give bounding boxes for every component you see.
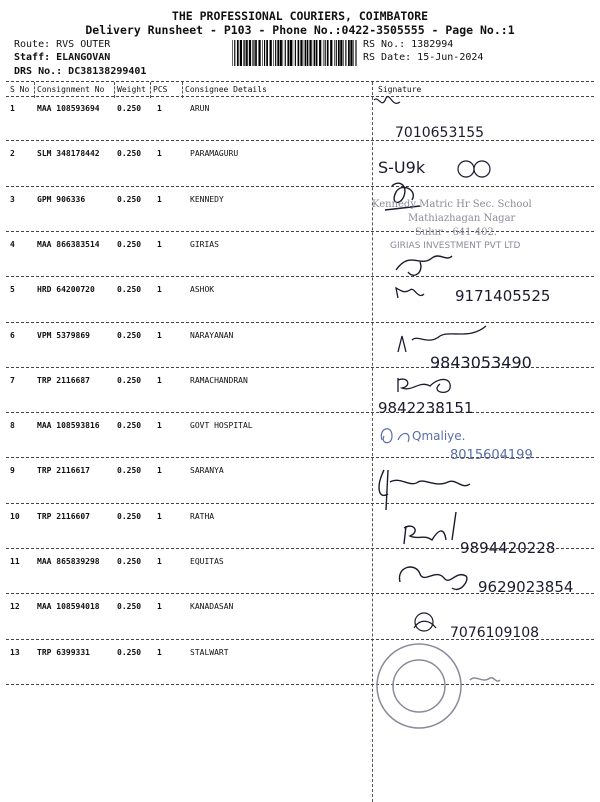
row-pcs: 1 — [157, 195, 162, 204]
row-separator — [6, 548, 594, 549]
signature-phone-1: 7010653155 — [395, 125, 485, 141]
row-consignee: ARUN — [190, 104, 210, 113]
row-sno: 9 — [10, 466, 15, 475]
row-consignment-no: TRP 2116687 — [37, 376, 90, 385]
rs-number: RS No.: 1382994 — [363, 39, 454, 50]
row-sno: 6 — [10, 331, 15, 340]
row-weight: 0.250 — [117, 376, 142, 385]
row-weight: 0.250 — [117, 602, 142, 611]
svg-text:Sulur - 641 402.: Sulur - 641 402. — [415, 227, 497, 238]
row-weight: 0.250 — [117, 285, 142, 294]
svg-text:9629023854: 9629023854 — [478, 578, 574, 596]
column-separator — [182, 82, 183, 98]
row-consignment-no: MAA 108593694 — [37, 104, 100, 113]
svg-text:9171405525: 9171405525 — [455, 287, 551, 305]
row-weight: 0.250 — [117, 421, 142, 430]
row-pcs: 1 — [157, 512, 162, 521]
row-pcs: 1 — [157, 602, 162, 611]
row-pcs: 1 — [157, 149, 162, 158]
drs-number: DRS No.: DC38138299401 — [14, 66, 147, 77]
row-sno: 5 — [10, 285, 15, 294]
row-pcs: 1 — [157, 421, 162, 430]
signature-row-5 — [396, 287, 550, 305]
row-separator — [6, 186, 594, 187]
row-weight: 0.250 — [117, 104, 142, 113]
row-consignee: EQUITAS — [190, 557, 224, 566]
column-header: S No — [10, 85, 30, 94]
row-pcs: 1 — [157, 285, 162, 294]
row-pcs: 1 — [157, 240, 162, 249]
table-top-rule — [6, 81, 594, 82]
row-consignment-no: MAA 865839298 — [37, 557, 100, 566]
row-pcs: 1 — [157, 557, 162, 566]
company-title: THE PROFESSIONAL COURIERS, COIMBATORE — [171, 9, 429, 23]
table-header-rule — [6, 96, 594, 97]
signature-name-8: Qmaliye. — [412, 429, 466, 443]
row-consignee: PARAMAGURU — [190, 149, 239, 158]
row-consignee: RAMACHANDRAN — [190, 376, 248, 385]
column-separator — [150, 82, 151, 98]
svg-text:7076109108: 7076109108 — [450, 625, 540, 641]
row-weight: 0.250 — [117, 240, 142, 249]
row-weight: 0.250 — [117, 466, 142, 475]
row-weight: 0.250 — [117, 557, 142, 566]
row-consignee: STALWART — [190, 648, 229, 657]
row-consignee: ASHOK — [190, 285, 215, 294]
row-pcs: 1 — [157, 648, 162, 657]
row-sno: 3 — [10, 195, 15, 204]
row-separator — [6, 593, 594, 594]
row-separator — [6, 412, 594, 413]
column-separator — [372, 82, 373, 802]
svg-text:9843053490: 9843053490 — [430, 353, 532, 372]
row-separator — [6, 639, 594, 640]
row-separator — [6, 140, 594, 141]
signature-row-1 — [374, 97, 484, 141]
row-consignee: NARAYANAN — [190, 331, 234, 340]
row-pcs: 1 — [157, 466, 162, 475]
row-separator — [6, 684, 594, 685]
row-separator — [6, 503, 594, 504]
rs-date: RS Date: 15-Jun-2024 — [363, 52, 484, 63]
row-weight: 0.250 — [117, 648, 142, 657]
signature-row-9 — [379, 470, 470, 510]
svg-text:Kennedy Matric Hr Sec. School: Kennedy Matric Hr Sec. School — [372, 199, 532, 210]
svg-text:GIRIAS INVESTMENT PVT LTD: GIRIAS INVESTMENT PVT LTD — [390, 241, 521, 251]
row-sno: 10 — [10, 512, 20, 521]
row-consignee: GIRIAS — [190, 240, 219, 249]
row-consignment-no: TRP 2116607 — [37, 512, 90, 521]
route-label: Route: RVS OUTER — [14, 39, 111, 50]
row-separator — [6, 231, 594, 232]
column-header: Weight — [117, 85, 146, 94]
row-consignee: RATHA — [190, 512, 215, 521]
row-pcs: 1 — [157, 331, 162, 340]
row-consignee: GOVT HOSPITAL — [190, 421, 253, 430]
svg-text:8015604199: 8015604199 — [450, 448, 533, 463]
row-sno: 12 — [10, 602, 20, 611]
row-consignment-no: TRP 6399331 — [37, 648, 90, 657]
row-sno: 4 — [10, 240, 15, 249]
signature-row-3 — [385, 183, 420, 210]
signature-row-10 — [404, 512, 555, 557]
column-separator — [34, 82, 35, 98]
row-sno: 2 — [10, 149, 15, 158]
row-consignee: KENNEDY — [190, 195, 224, 204]
row-sno: 1 — [10, 104, 15, 113]
row-weight: 0.250 — [117, 331, 142, 340]
svg-text:S-U9k: S-U9k — [378, 158, 426, 177]
row-consignment-no: SLM 348178442 — [37, 149, 100, 158]
row-consignment-no: TRP 2116617 — [37, 466, 90, 475]
row-consignment-no: MAA 108593816 — [37, 421, 100, 430]
row-consignment-no: VPM 5379869 — [37, 331, 90, 340]
stalwart-round-stamp — [377, 644, 500, 728]
signature-row-12 — [414, 613, 539, 641]
column-header: PCS — [153, 85, 168, 94]
row-consignee: SARANYA — [190, 466, 224, 475]
row-consignment-no: HRD 64200720 — [37, 285, 95, 294]
row-weight: 0.250 — [117, 512, 142, 521]
row-pcs: 1 — [157, 376, 162, 385]
row-weight: 0.250 — [117, 195, 142, 204]
staff-label: Staff: ELANGOVAN — [14, 52, 111, 63]
svg-text:Mathiazhagan Nagar: Mathiazhagan Nagar — [408, 213, 516, 224]
signature-row-11 — [399, 567, 573, 596]
row-sno: 7 — [10, 376, 15, 385]
girias-stamp — [390, 241, 520, 251]
row-weight: 0.250 — [117, 149, 142, 158]
row-separator — [6, 367, 594, 368]
row-sno: 8 — [10, 421, 15, 430]
row-consignment-no: GPM 906336 — [37, 195, 86, 204]
barcode-image — [232, 40, 357, 66]
svg-text:9894420228: 9894420228 — [460, 539, 556, 557]
column-separator — [114, 82, 115, 98]
row-consignment-no: MAA 108594018 — [37, 602, 100, 611]
row-consignment-no: MAA 866383514 — [37, 240, 100, 249]
row-sno: 11 — [10, 557, 20, 566]
svg-text:9842238151: 9842238151 — [378, 399, 474, 417]
signature-row-2 — [378, 158, 490, 177]
row-pcs: 1 — [157, 104, 162, 113]
column-header: Signature — [378, 85, 422, 94]
row-sno: 13 — [10, 648, 20, 657]
signature-row-4 — [396, 256, 452, 275]
row-consignee: KANADASAN — [190, 602, 234, 611]
column-header: Consignee Details — [185, 85, 267, 94]
row-separator — [6, 322, 594, 323]
column-header: Consignment No — [37, 85, 105, 94]
runsheet-subtitle: Delivery Runsheet - P103 - Phone No.:0422-3505555 - Page No.:1 — [85, 23, 515, 37]
school-stamp — [372, 199, 532, 238]
signature-row-6 — [398, 326, 532, 372]
row-separator — [6, 276, 594, 277]
row-separator — [6, 457, 594, 458]
